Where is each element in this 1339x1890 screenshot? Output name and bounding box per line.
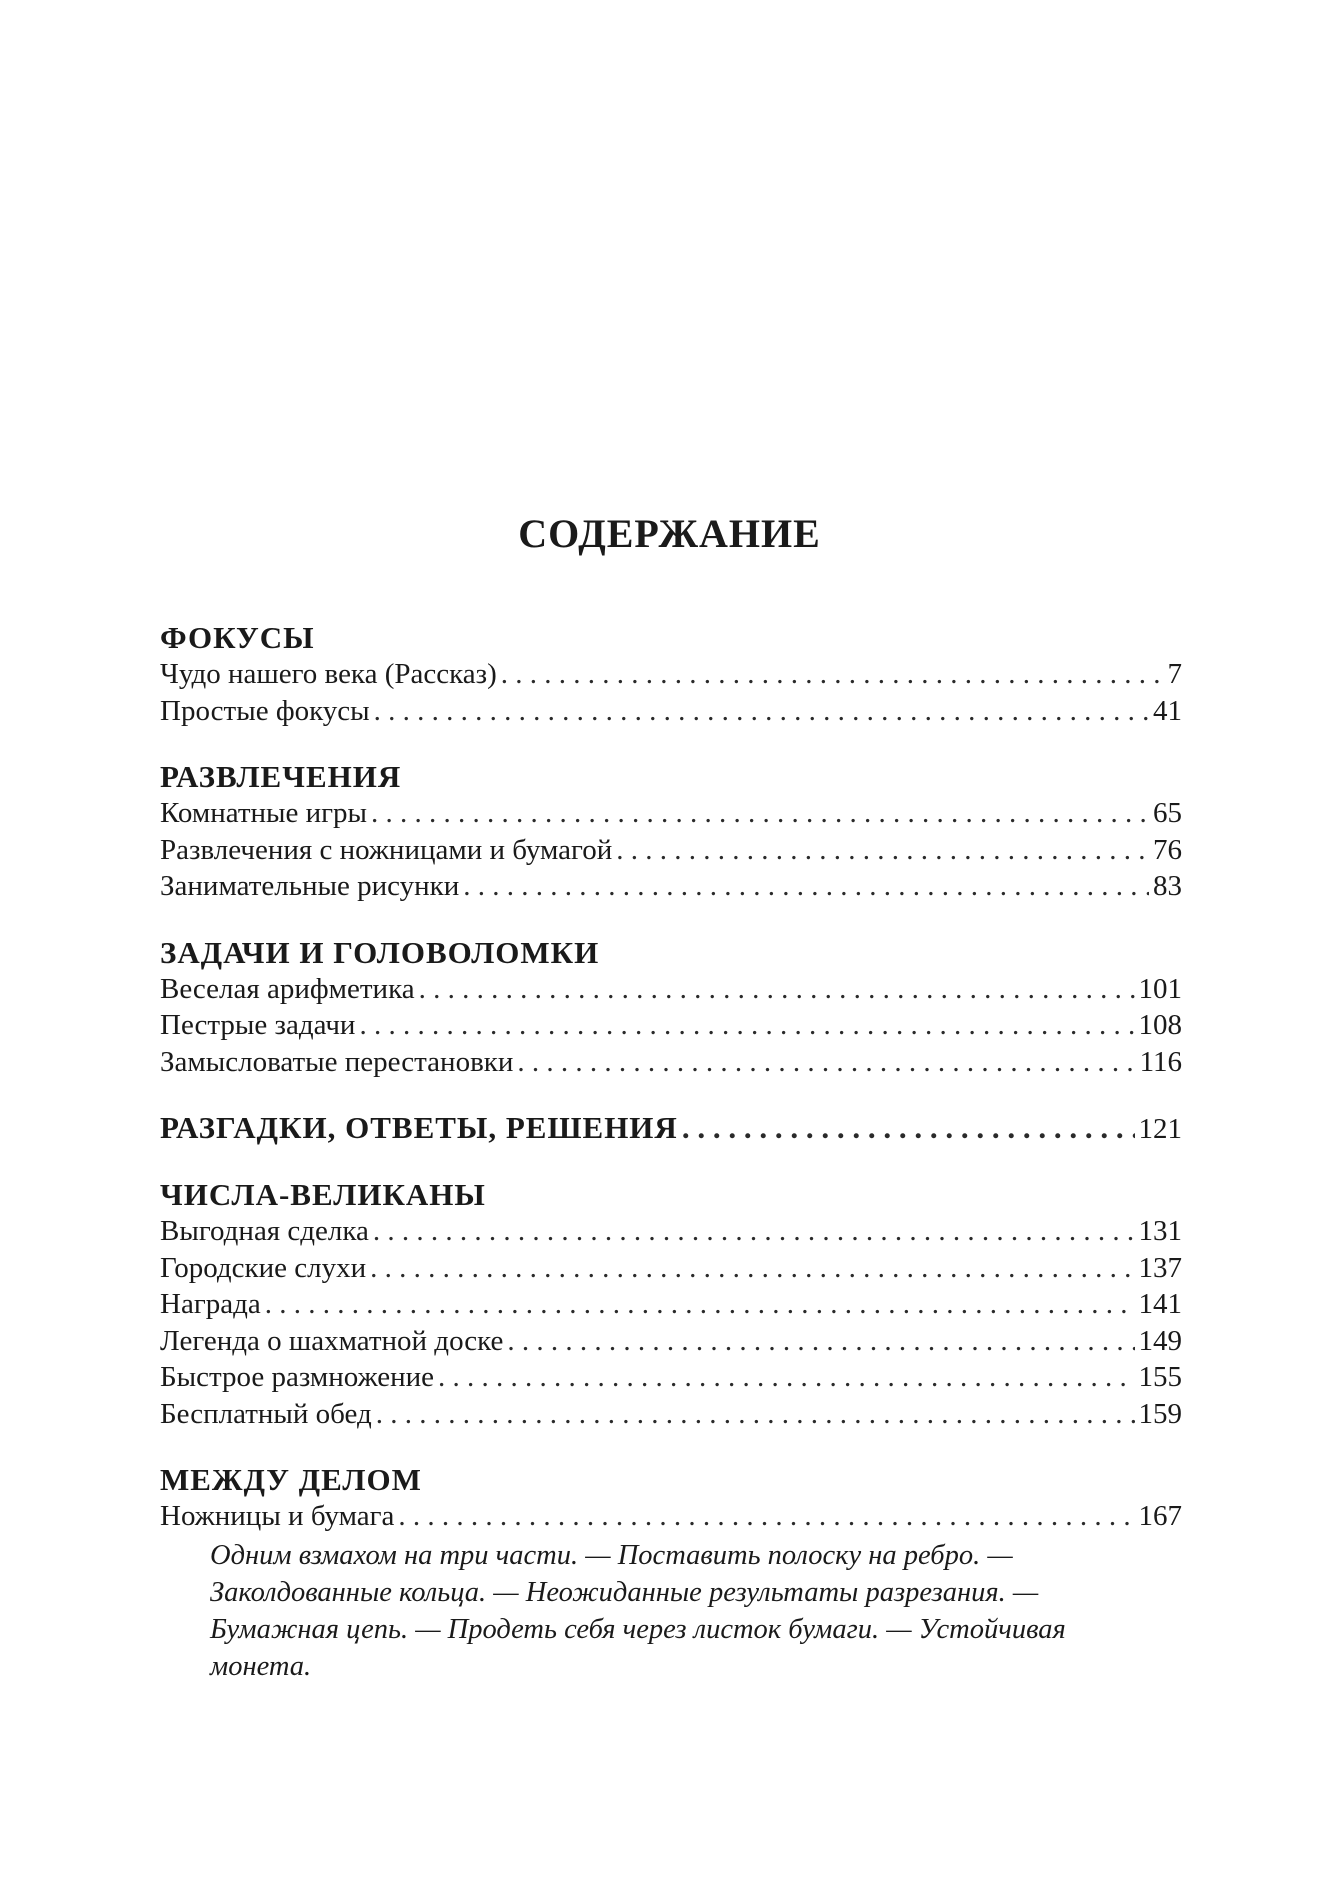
entry-label: Выгодная сделка [160, 1215, 369, 1247]
entry-page-number: 65 [1153, 797, 1182, 829]
entry-label: Замысловатые перестановки [160, 1045, 514, 1078]
entry-page-number: 121 [1138, 1113, 1182, 1145]
toc-section-razgadki [160, 1110, 1182, 1147]
entry-label: Простые фокусы [160, 694, 370, 727]
dot-leader [265, 1286, 1135, 1323]
dot-leader [463, 868, 1149, 905]
entry-label: Бесплатный обед [160, 1397, 372, 1430]
toc-entry[interactable] [160, 1396, 1182, 1433]
dot-leader [374, 693, 1149, 730]
toc-entry[interactable] [160, 1044, 1182, 1081]
toc-entry[interactable] [160, 693, 1182, 730]
entry-page-number: 116 [1139, 1045, 1182, 1078]
entry-label: Пестрые задачи [160, 1009, 356, 1041]
dot-leader [682, 1110, 1135, 1146]
dot-leader [398, 1498, 1134, 1535]
toc-section-fokusy [160, 620, 1182, 729]
entry-label: Развлечения с ножницами и бумагой [160, 833, 613, 866]
entry-label: Легенда о шахматной доске [160, 1324, 504, 1357]
entry-label: РАЗГАДКИ, ОТВЕТЫ, РЕШЕНИЯ [160, 1110, 678, 1145]
dot-leader [371, 795, 1149, 832]
section-heading: ФОКУСЫ [160, 620, 315, 655]
entry-label: Чудо нашего века (Рассказ) [160, 658, 497, 690]
section-heading: ЗАДАЧИ И ГОЛОВОЛОМКИ [160, 934, 600, 970]
dot-leader [370, 1250, 1134, 1287]
dot-leader [359, 1007, 1134, 1044]
entry-page-number: 137 [1138, 1251, 1182, 1284]
toc-entry[interactable] [160, 971, 1182, 1008]
entry-page-number: 7 [1167, 658, 1182, 690]
entry-page-number: 155 [1138, 1361, 1182, 1393]
page-title: СОДЕРЖАНИЕ [518, 511, 821, 556]
dot-leader [517, 1044, 1135, 1081]
entry-page-number: 131 [1138, 1215, 1182, 1247]
toc-entry[interactable] [160, 1213, 1182, 1250]
toc-section-razvlecheniya [160, 759, 1182, 905]
toc-entry[interactable] [160, 868, 1182, 905]
entry-label: Занимательные рисунки [160, 870, 460, 902]
toc-entry[interactable] [160, 1498, 1182, 1535]
table-of-contents [160, 620, 1182, 1715]
toc-entry[interactable] [160, 1323, 1182, 1360]
dot-leader [501, 656, 1164, 693]
entry-page-number: 41 [1153, 694, 1182, 727]
dot-leader [373, 1213, 1135, 1250]
dot-leader [616, 832, 1149, 869]
entry-page-number: 76 [1153, 833, 1182, 866]
entry-page-number: 167 [1138, 1500, 1182, 1532]
toc-section-mezhdu-delom [160, 1462, 1182, 1685]
entry-label: Веселая арифметика [160, 972, 415, 1005]
section-heading: МЕЖДУ ДЕЛОМ [160, 1462, 422, 1497]
dot-leader [507, 1323, 1134, 1360]
entry-page-number: 101 [1138, 972, 1182, 1005]
entry-subtopics-note: Одним взмахом на три части. — Поставить полоску на ребро. — Заколдованные кольца. — Неожиданные результаты разрезания. — Бумажная цепь. — Продеть себя через листок бумаги. — Устойчивая монета. [210, 1539, 1066, 1682]
toc-entry[interactable] [160, 1250, 1182, 1287]
toc-entry[interactable] [160, 1007, 1182, 1044]
entry-label: Комнатные игры [160, 797, 368, 829]
entry-label: Быстрое размножение [160, 1361, 435, 1393]
toc-entry[interactable] [160, 656, 1182, 693]
dot-leader [438, 1359, 1134, 1396]
toc-entry[interactable] [160, 795, 1182, 832]
entry-page-number: 149 [1138, 1324, 1182, 1357]
entry-page-number: 83 [1153, 870, 1182, 902]
toc-section-zadachi [160, 935, 1182, 1081]
section-heading: ЧИСЛА-ВЕЛИКАНЫ [160, 1177, 486, 1212]
toc-entry[interactable] [160, 1359, 1182, 1396]
entry-label: Награда [160, 1288, 261, 1320]
toc-entry-major[interactable] [160, 1110, 1182, 1147]
toc-entry[interactable] [160, 1286, 1182, 1323]
toc-entry[interactable] [160, 832, 1182, 869]
entry-page-number: 159 [1138, 1397, 1182, 1430]
dot-leader [419, 971, 1135, 1008]
section-heading: РАЗВЛЕЧЕНИЯ [160, 759, 402, 794]
toc-section-chisla-velikany [160, 1177, 1182, 1432]
entry-page-number: 108 [1138, 1009, 1182, 1041]
dot-leader [376, 1396, 1135, 1433]
entry-label: Городские слухи [160, 1251, 367, 1284]
entry-label: Ножницы и бумага [160, 1500, 395, 1532]
entry-page-number: 141 [1138, 1288, 1182, 1320]
